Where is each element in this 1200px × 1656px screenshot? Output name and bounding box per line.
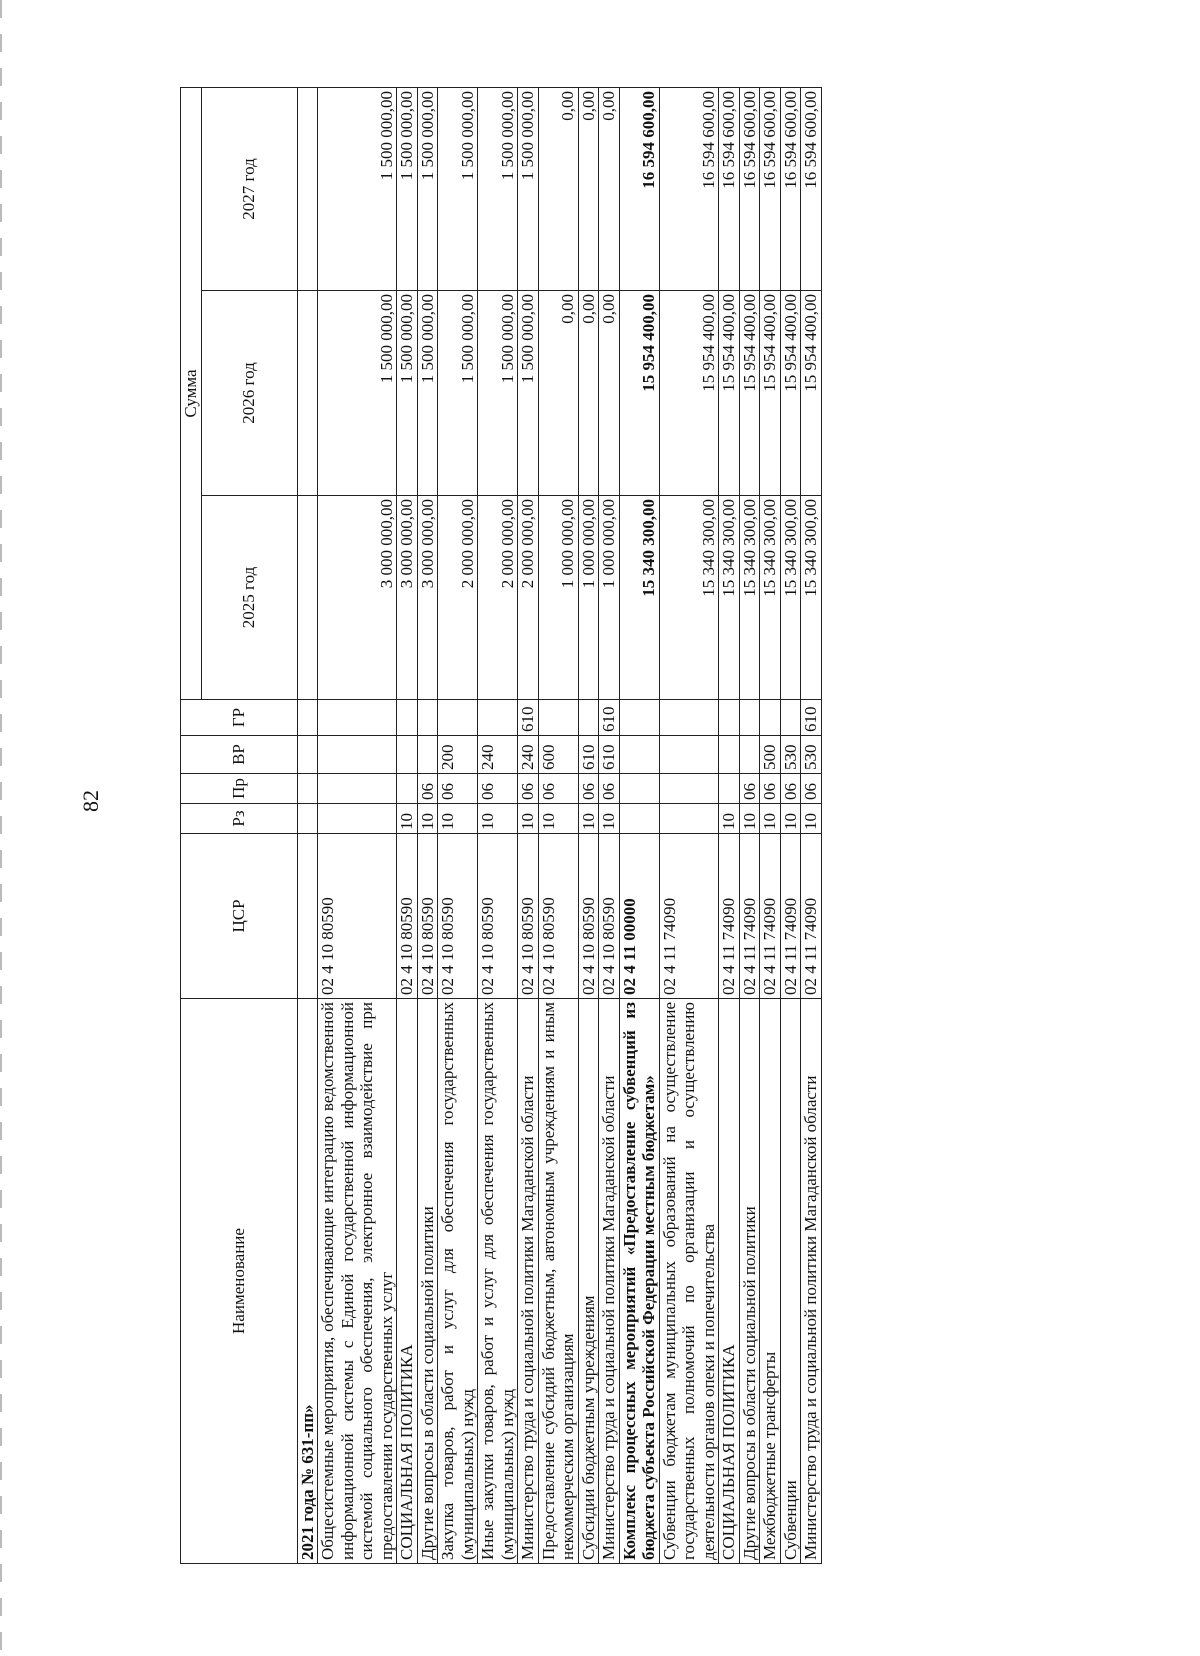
row-2027: 16 594 600,00: [739, 87, 760, 290]
table-row: [619, 87, 659, 1563]
row-2025: 3 000 000,00: [318, 496, 397, 700]
table-row: [760, 87, 781, 1563]
row-2027: 0,00: [599, 87, 620, 290]
row-vr: [719, 736, 740, 774]
row-2026: 15 954 400,00: [659, 291, 719, 496]
row-2025: 15 340 300,00: [659, 496, 719, 700]
row-2027: 1 500 000,00: [518, 87, 539, 290]
row-vr: 530: [780, 736, 801, 774]
row-gr: [619, 700, 659, 736]
row-gr: [438, 700, 478, 736]
row-pr: 06: [599, 774, 620, 804]
row-2027: 0,00: [578, 87, 599, 290]
row-name: Комплекс процессных мероприятий «Предоставление субвенций из бюджета субъекта Российской Федерации местным бюджетам»: [619, 999, 659, 1564]
header-rz: Рз: [181, 804, 298, 834]
row-csr: 02 4 10 80590: [318, 834, 397, 999]
row-pr: [297, 774, 318, 804]
row-gr: [760, 700, 781, 736]
row-2026: 15 954 400,00: [719, 291, 740, 496]
row-2026: 15 954 400,00: [780, 291, 801, 496]
table-header: [181, 87, 298, 1563]
row-2027: 1 500 000,00: [417, 87, 438, 290]
row-2025: 1 000 000,00: [538, 496, 578, 700]
row-csr: 02 4 10 80590: [518, 834, 539, 999]
table-row: [397, 87, 418, 1563]
row-vr: 200: [438, 736, 478, 774]
header-csr: ЦСР: [181, 834, 298, 999]
row-rz: 10: [780, 804, 801, 834]
header-2025: 2025 год: [201, 496, 297, 700]
row-gr: [578, 700, 599, 736]
row-rz: 10: [438, 804, 478, 834]
row-gr: [397, 700, 418, 736]
row-csr: 02 4 11 74090: [760, 834, 781, 999]
row-2025: 15 340 300,00: [801, 496, 822, 700]
row-rz: 10: [719, 804, 740, 834]
row-csr: 02 4 10 80590: [599, 834, 620, 999]
row-pr: 06: [801, 774, 822, 804]
row-rz: [297, 804, 318, 834]
row-vr: [739, 736, 760, 774]
header-vr: ВР: [181, 736, 298, 774]
row-name: СОЦИАЛЬНАЯ ПОЛИТИКА: [719, 999, 740, 1564]
row-csr: 02 4 10 80590: [438, 834, 478, 999]
row-vr: 240: [478, 736, 518, 774]
row-2027: [297, 87, 318, 290]
page-number: 82: [78, 790, 103, 812]
table-row: [578, 87, 599, 1563]
row-csr: 02 4 11 00000: [619, 834, 659, 999]
row-rz: 10: [518, 804, 539, 834]
header-2026: 2026 год: [201, 291, 297, 496]
row-gr: [297, 700, 318, 736]
table-row: [719, 87, 740, 1563]
row-2027: 16 594 600,00: [659, 87, 719, 290]
row-name: СОЦИАЛЬНАЯ ПОЛИТИКА: [397, 999, 418, 1564]
row-2026: [297, 291, 318, 496]
header-pr: Пр: [181, 774, 298, 804]
row-gr: [780, 700, 801, 736]
row-2025: 3 000 000,00: [417, 496, 438, 700]
row-vr: 610: [578, 736, 599, 774]
row-2027: 16 594 600,00: [801, 87, 822, 290]
row-name: Предоставление субсидий бюджетным, автономным учреждениям и иным некоммерческим организациям: [538, 999, 578, 1564]
row-name: Другие вопросы в области социальной политики: [417, 999, 438, 1564]
table-row: [599, 87, 620, 1563]
row-vr: [318, 736, 397, 774]
row-2026: 1 500 000,00: [417, 291, 438, 496]
header-2027: 2027 год: [201, 87, 297, 290]
row-gr: 610: [599, 700, 620, 736]
row-rz: 10: [760, 804, 781, 834]
row-2027: 0,00: [538, 87, 578, 290]
row-gr: 610: [518, 700, 539, 736]
row-2027: 16 594 600,00: [780, 87, 801, 290]
table-row: [801, 87, 822, 1563]
row-2025: 15 340 300,00: [760, 496, 781, 700]
row-vr: [297, 736, 318, 774]
row-rz: 10: [801, 804, 822, 834]
header-name: Наименование: [181, 999, 298, 1564]
row-2025: 1 000 000,00: [578, 496, 599, 700]
row-name: Межбюджетные трансферты: [760, 999, 781, 1564]
rotated-page: [180, 88, 1092, 1564]
row-pr: 06: [518, 774, 539, 804]
header-sum: Сумма: [181, 87, 202, 699]
row-2026: 15 954 400,00: [760, 291, 781, 496]
row-2025: 15 340 300,00: [780, 496, 801, 700]
row-2026: 1 500 000,00: [438, 291, 478, 496]
table-body: [297, 87, 821, 1563]
row-rz: 10: [417, 804, 438, 834]
scan-edge-marks: [0, 0, 2, 1656]
row-2025: 2 000 000,00: [438, 496, 478, 700]
row-pr: 06: [739, 774, 760, 804]
row-name: Иные закупки товаров, работ и услуг для обеспечения государственных (муниципальных) нужд: [478, 999, 518, 1564]
row-name: Министерство труда и социальной политики Магаданской области: [801, 999, 822, 1564]
row-vr: [619, 736, 659, 774]
row-2025: 2 000 000,00: [478, 496, 518, 700]
row-2025: 15 340 300,00: [619, 496, 659, 700]
row-2025: 15 340 300,00: [719, 496, 740, 700]
row-pr: 06: [538, 774, 578, 804]
table-row: [739, 87, 760, 1563]
row-vr: [397, 736, 418, 774]
row-2026: 0,00: [538, 291, 578, 496]
row-2026: 15 954 400,00: [619, 291, 659, 496]
row-pr: 06: [578, 774, 599, 804]
row-gr: [739, 700, 760, 736]
row-gr: [659, 700, 719, 736]
row-vr: 500: [760, 736, 781, 774]
row-name: Закупка товаров, работ и услуг для обеспечения государственных (муниципальных) нужд: [438, 999, 478, 1564]
row-vr: 240: [518, 736, 539, 774]
row-name: Субвенции: [780, 999, 801, 1564]
row-pr: [619, 774, 659, 804]
row-2027: 1 500 000,00: [438, 87, 478, 290]
table-row: [297, 87, 318, 1563]
row-csr: 02 4 10 80590: [417, 834, 438, 999]
budget-table: [180, 87, 822, 1564]
row-name: Субсидии бюджетным учреждениям: [578, 999, 599, 1564]
row-2025: 15 340 300,00: [739, 496, 760, 700]
row-2027: 1 500 000,00: [397, 87, 418, 290]
table-row: [318, 87, 397, 1563]
row-gr: [478, 700, 518, 736]
row-vr: [659, 736, 719, 774]
row-name: 2021 года № 631-пп»: [297, 999, 318, 1564]
row-gr: [318, 700, 397, 736]
row-name: Другие вопросы в области социальной политики: [739, 999, 760, 1564]
row-rz: [318, 804, 397, 834]
row-2026: 15 954 400,00: [739, 291, 760, 496]
row-name: Общесистемные мероприятия, обеспечивающие интеграцию ведомственной информационной системы с Единой государственной информационной системой социального обеспечения, электронное взаимодействие при предоставлении государственных услуг: [318, 999, 397, 1564]
row-csr: 02 4 10 80590: [578, 834, 599, 999]
row-2026: 1 500 000,00: [318, 291, 397, 496]
row-pr: 06: [417, 774, 438, 804]
row-pr: [719, 774, 740, 804]
row-rz: 10: [739, 804, 760, 834]
row-2026: 15 954 400,00: [801, 291, 822, 496]
row-csr: 02 4 10 80590: [538, 834, 578, 999]
row-csr: 02 4 11 74090: [780, 834, 801, 999]
row-2026: 1 500 000,00: [397, 291, 418, 496]
row-2025: 3 000 000,00: [397, 496, 418, 700]
row-name: Министерство труда и социальной политики Магаданской области: [599, 999, 620, 1564]
row-2026: 0,00: [578, 291, 599, 496]
row-vr: 530: [801, 736, 822, 774]
row-gr: 610: [801, 700, 822, 736]
row-pr: 06: [780, 774, 801, 804]
row-pr: [397, 774, 418, 804]
row-csr: 02 4 10 80590: [397, 834, 418, 999]
header-gr: ГР: [181, 700, 298, 736]
row-csr: 02 4 11 74090: [801, 834, 822, 999]
table-row: [478, 87, 518, 1563]
row-2026: 1 500 000,00: [518, 291, 539, 496]
row-csr: 02 4 11 74090: [739, 834, 760, 999]
row-pr: [318, 774, 397, 804]
row-name: Субвенции бюджетам муниципальных образований на осуществление государственных полномочий по организации и осуществлению деятельности органов опеки и попечительства: [659, 999, 719, 1564]
table-row: [780, 87, 801, 1563]
row-vr: [417, 736, 438, 774]
row-pr: 06: [760, 774, 781, 804]
row-rz: 10: [478, 804, 518, 834]
row-rz: 10: [578, 804, 599, 834]
row-2025: [297, 496, 318, 700]
table-row: [659, 87, 719, 1563]
row-2027: 16 594 600,00: [619, 87, 659, 290]
table-row: [538, 87, 578, 1563]
row-pr: 06: [478, 774, 518, 804]
row-name: Министерство труда и социальной политики Магаданской области: [518, 999, 539, 1564]
row-gr: [417, 700, 438, 736]
row-2026: 1 500 000,00: [478, 291, 518, 496]
table-row: [438, 87, 478, 1563]
table-row: [518, 87, 539, 1563]
row-vr: 600: [538, 736, 578, 774]
row-rz: 10: [599, 804, 620, 834]
row-pr: [659, 774, 719, 804]
row-rz: [659, 804, 719, 834]
row-csr: [297, 834, 318, 999]
row-csr: 02 4 11 74090: [659, 834, 719, 999]
row-2027: 16 594 600,00: [760, 87, 781, 290]
table-row: [417, 87, 438, 1563]
row-2026: 0,00: [599, 291, 620, 496]
row-2027: 1 500 000,00: [318, 87, 397, 290]
row-vr: 610: [599, 736, 620, 774]
row-csr: 02 4 11 74090: [719, 834, 740, 999]
row-2025: 1 000 000,00: [599, 496, 620, 700]
row-gr: [538, 700, 578, 736]
row-gr: [719, 700, 740, 736]
row-pr: 06: [438, 774, 478, 804]
row-rz: 10: [538, 804, 578, 834]
row-rz: 10: [397, 804, 418, 834]
row-csr: 02 4 10 80590: [478, 834, 518, 999]
row-2027: 1 500 000,00: [478, 87, 518, 290]
row-2027: 16 594 600,00: [719, 87, 740, 290]
row-2025: 2 000 000,00: [518, 496, 539, 700]
row-rz: [619, 804, 659, 834]
